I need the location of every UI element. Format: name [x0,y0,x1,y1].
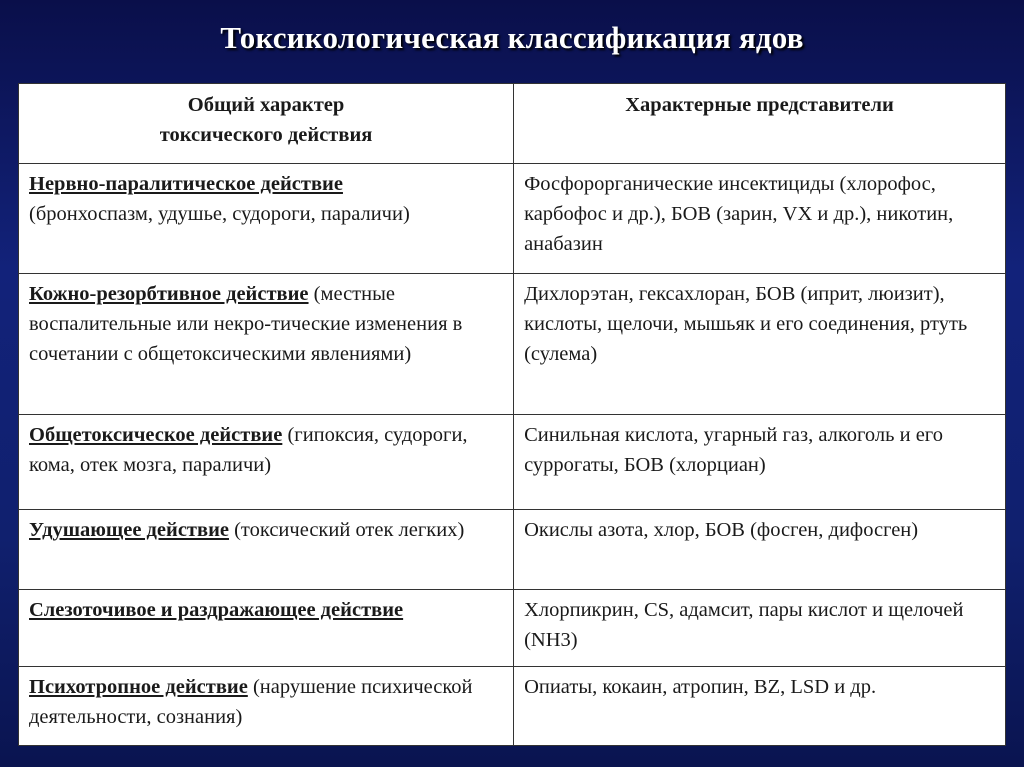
header-action-type-line2: токсического действия [159,124,373,146]
representatives-cell [514,667,1006,746]
action-details: (гипоксия, судороги, кома, отек мозга, параличи) [29,424,468,476]
table-row [19,274,1006,415]
action-cell [19,590,514,667]
action-details: (токсический отек легких) [234,519,465,541]
representatives-text: Окислы азота, хлор, БОВ (фосген, дифосген) [524,519,919,541]
table-row [19,590,1006,667]
representatives-text: Опиаты, кокаин, атропин, BZ, LSD и др. [524,676,877,698]
action-cell [19,164,514,274]
slide-title: Токсикологическая классификация ядов [220,20,804,55]
action-name: Нервно-паралитическое действие [29,173,343,195]
representatives-text: Хлорпикрин, CS, адамсит, пары кислот и щелочей (NH3) [524,599,964,651]
table-row [19,164,1006,274]
table-row [19,415,1006,510]
header-representatives-label: Характерные представители [625,94,894,116]
representatives-cell [514,510,1006,590]
representatives-text: Фосфорорганические инсектициды (хлорофос, карбофос и др.), БОВ (зарин, VX и др.), никотин, анабазин [524,173,954,255]
action-name: Общетоксическое действие [29,424,283,446]
representatives-cell [514,415,1006,510]
header-action-type [19,84,514,164]
classification-table [18,83,1006,746]
representatives-cell [514,164,1006,274]
action-details: (нарушение психической деятельности, сознания) [29,676,473,728]
representatives-cell [514,274,1006,415]
representatives-text: Дихлорэтан, гексахлоран, БОВ (иприт, люизит), кислоты, щелочи, мышьяк и его соединения, ртуть (сулема) [524,283,968,365]
action-cell [19,667,514,746]
header-action-type-line1: Общий характер [187,94,345,116]
action-name: Психотропное действие [29,676,248,698]
action-name: Кожно-резорбтивное действие [29,283,309,305]
action-details: (местные воспалительные или некро-тические изменения в сочетании с общетоксическими явлениями) [29,283,463,365]
action-cell [19,415,514,510]
table-row [19,667,1006,746]
header-representatives [514,84,1006,164]
table-row [19,510,1006,590]
action-cell [19,274,514,415]
action-name: Удушающее действие [29,519,229,541]
table-header-row [19,84,1006,164]
action-name: Слезоточивое и раздражающее действие [29,599,404,621]
representatives-cell [514,590,1006,667]
action-cell [19,510,514,590]
representatives-text: Синильная кислота, угарный газ, алкоголь и его суррогаты, БОВ (хлорциан) [524,424,943,476]
action-details: (бронхоспазм, удушье, судороги, параличи) [29,203,410,225]
